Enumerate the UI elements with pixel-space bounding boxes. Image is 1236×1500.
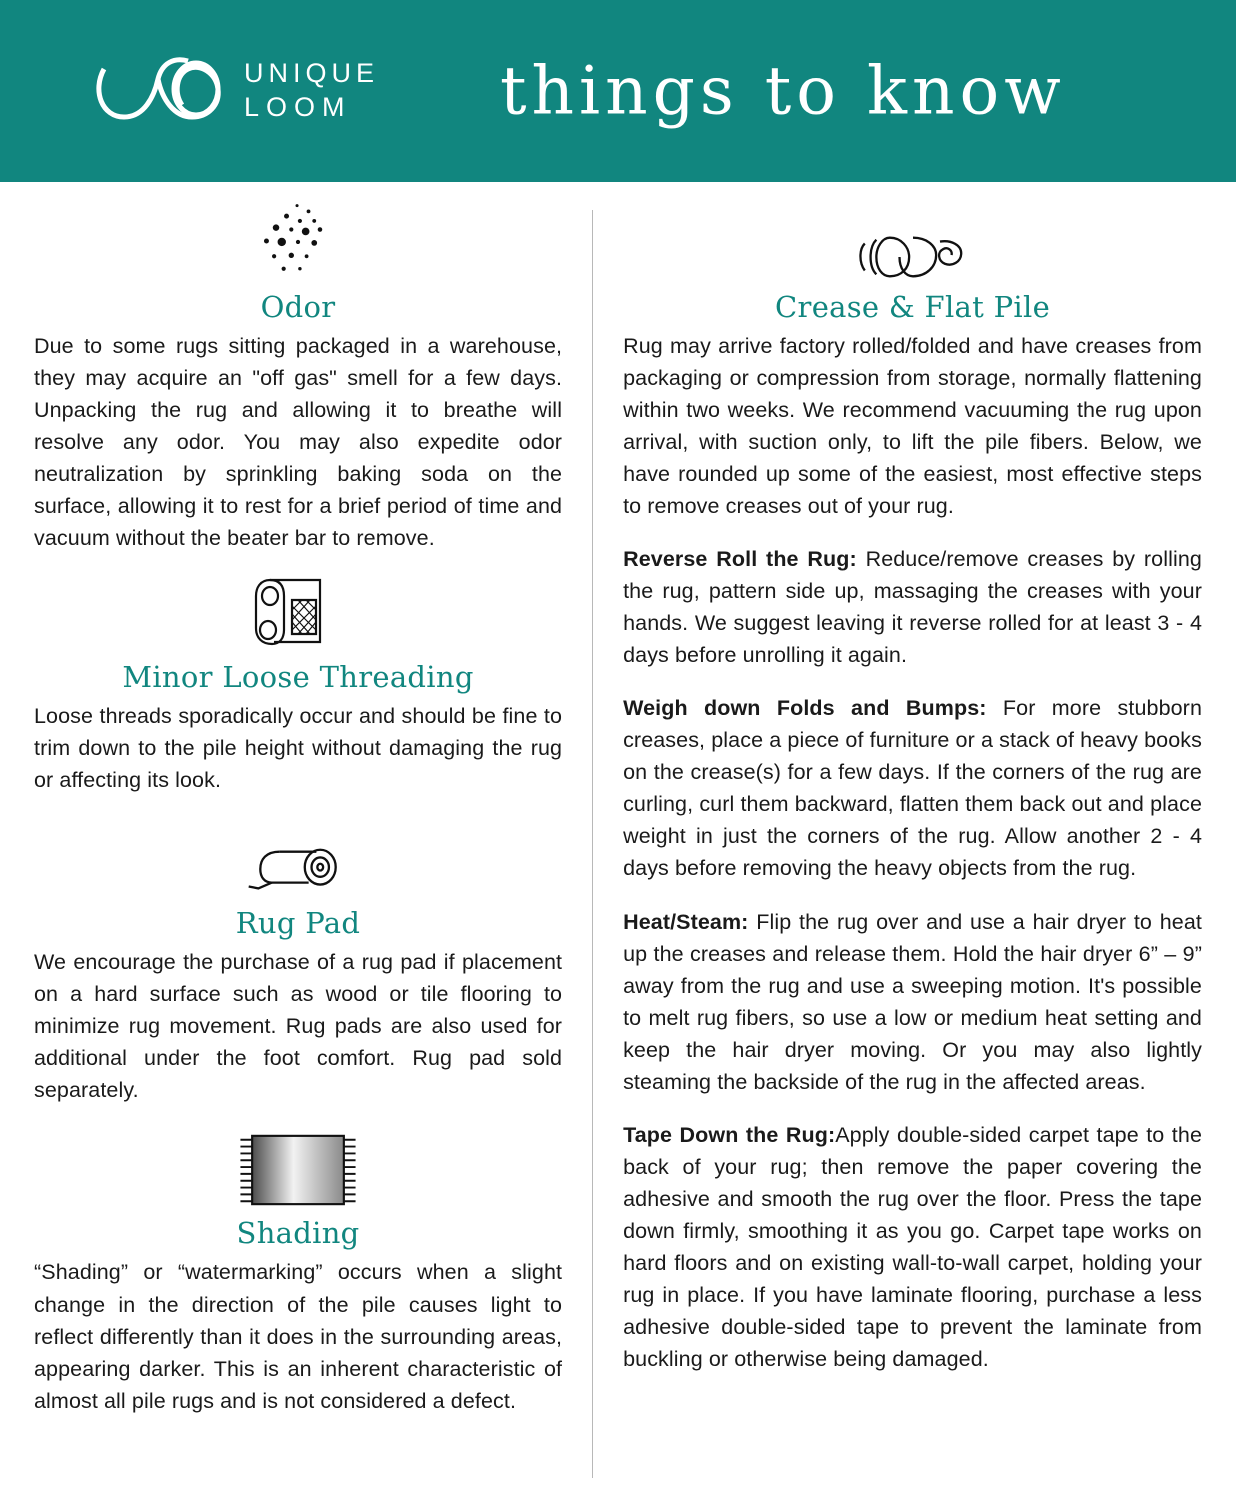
right-column xyxy=(615,200,1202,1500)
odor-dots-icon xyxy=(34,200,562,284)
tip-heat-steam xyxy=(623,906,1202,1098)
left-column xyxy=(34,200,588,1500)
rolled-pile-icon xyxy=(623,200,1202,284)
tip-weigh-down xyxy=(623,692,1202,884)
spacer xyxy=(34,1106,562,1132)
section-body-shading: “Shading” or “watermarking” occurs when a slight change in the direction of the pile causes light to reflect differently than it does in the surrounding areas, appearing darker. This is an inherent characteristic of almost all pile rugs and is not considered a defect. xyxy=(34,1260,563,1413)
section-title-minor-loose-threading: Minor Loose Threading xyxy=(122,660,474,695)
tip-label-tape-down: Tape Down the Rug: xyxy=(623,1122,836,1147)
tip-reverse-roll xyxy=(623,543,1202,671)
rug-pad-roll-icon xyxy=(34,822,562,900)
spacer xyxy=(34,554,562,570)
section-title-crease-flat-pile: Crease & Flat Pile xyxy=(775,290,1051,324)
shaded-rug-icon xyxy=(34,1132,562,1210)
brand-name xyxy=(244,57,379,125)
tip-label-heat-steam: Heat/Steam: xyxy=(623,909,749,934)
section-body-rug-pad: We encourage the purchase of a rug pad if placement on a hard surface such as wood or tile flooring to minimize rug movement. Rug pads are also used for additional under the foot comfort. Rug pad sold separately. xyxy=(34,950,563,1103)
tip-text-heat-steam: Flip the rug over and use a hair dryer to heat up the creases and release them. Hold the hair dryer 6” – 9” away from the rug and use a sweeping motion. It's possible to melt rug fibers, so use a low or medium heat setting and keep the hair dryer moving. Or you may also lightly steaming the backside of the rug in the affected areas. xyxy=(623,909,1202,1094)
section-body-odor: Due to some rugs sitting packaged in a warehouse, they may acquire an "off gas" smell for a few days. Unpacking the rug and allowing it to breathe will resolve any odor. You may also expedite odor neutralization by sprinkling baking soda on the surface, allowing it to rest for a brief period of time and vacuum without the beater bar to remove. xyxy=(34,334,563,551)
section-title-rug-pad: Rug Pad xyxy=(235,906,361,941)
tip-label-reverse-roll: Reverse Roll the Rug: xyxy=(623,547,857,572)
crease-intro-paragraph: Rug may arrive factory rolled/folded and have creases from packaging or compression from storage, normally flattening within two weeks. We recommend vacuuming the rug upon arrival, with suction only, to lift the pile fibers. Below, we have rounded up some of the easiest, most effective steps to remove creases out of your rug. xyxy=(623,334,1202,519)
section-minor-loose-threading xyxy=(34,570,562,796)
column-divider xyxy=(592,210,593,1478)
page-title: things to know xyxy=(500,52,1066,130)
tip-tape-down xyxy=(623,1119,1202,1375)
tip-label-weigh-down: Weigh down Folds and Bumps: xyxy=(623,696,987,721)
rolled-rug-icon xyxy=(34,570,562,654)
tip-text-tape-down: Apply double-sided carpet tape to the back of your rug; then remove the paper covering the adhesive and smooth the rug over the floor. Press the tape down firmly, smoothing it as you go. Carpet tape works on hard floors and on existing wall-to-wall carpet, holding your rug in place. If you have laminate flooring, purchase a less adhesive double-sided tape to prevent the laminate from buckling or otherwise being damaged. xyxy=(623,1122,1202,1371)
spacer xyxy=(34,796,562,822)
content-area xyxy=(0,182,1236,1500)
tip-text-weigh-down: For more stubborn creases, place a piece of furniture or a stack of heavy books on the crease(s) for a few days. If the corners of the rug are curling, curl them backward, flatten them back out and place weight in just the corners of the rug. Allow another 2 - 4 days before removing the heavy objects from the rug. xyxy=(623,696,1202,881)
section-odor xyxy=(34,200,562,554)
brand-name-line2: LOOM xyxy=(244,92,352,122)
infinity-loop-logo-icon xyxy=(96,55,226,127)
section-shading xyxy=(34,1132,562,1416)
section-title-shading: Shading xyxy=(236,1216,360,1251)
brand-name-line1: UNIQUE xyxy=(244,58,380,89)
section-rug-pad xyxy=(34,822,562,1106)
section-title-odor: Odor xyxy=(260,290,336,324)
section-body-minor-loose-threading: Loose threads sporadically occur and should be fine to trim down to the pile height without damaging the rug or affecting its look. xyxy=(34,704,563,793)
page-header xyxy=(0,0,1236,182)
tip-text-reverse-roll: Reduce/remove creases by rolling the rug, pattern side up, massaging the creases with your hands. We suggest leaving it reverse rolled for at least 3 - 4 days before unrolling it again. xyxy=(623,547,1202,668)
brand-logo xyxy=(96,55,379,127)
